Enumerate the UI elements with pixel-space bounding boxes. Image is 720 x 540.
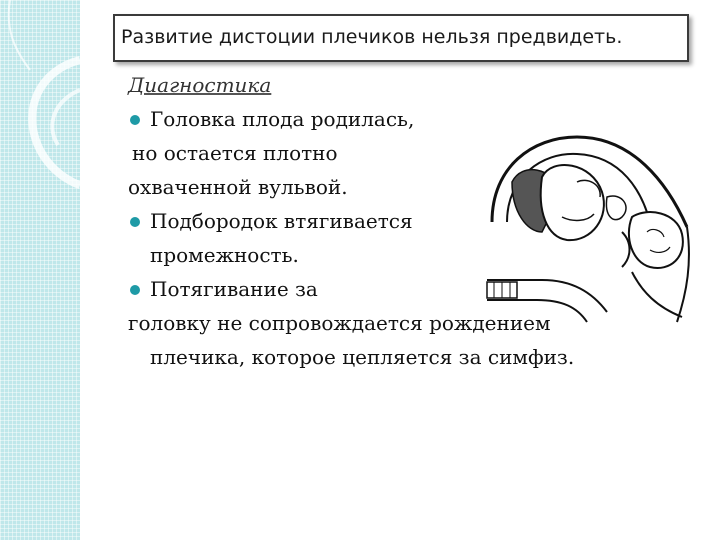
bullet-icon [130,217,140,227]
text-line: охваченной вульвой. [128,175,348,199]
bullet-icon [130,115,140,125]
title-box [113,14,689,62]
text-line: но остается плотно [132,141,338,165]
shoulder-dystocia-illustration [482,122,698,332]
text-line: Головка плода родилась, [150,107,415,131]
text-line: Потягивание за [150,277,318,301]
decorative-swirl-icon [0,0,80,220]
bullet-icon [130,285,140,295]
section-heading: Диагностика [128,73,272,97]
decorative-sidebar [0,0,80,540]
text-line: Подбородок втягивается [150,209,413,233]
slide-title: Развитие дистоции плечиков нельзя предвидеть. [121,26,623,48]
text-line: плечика, которое цепляется за симфиз. [150,345,575,369]
text-line: головку не сопровождается рождением [128,311,551,335]
text-line: промежность. [150,243,299,267]
